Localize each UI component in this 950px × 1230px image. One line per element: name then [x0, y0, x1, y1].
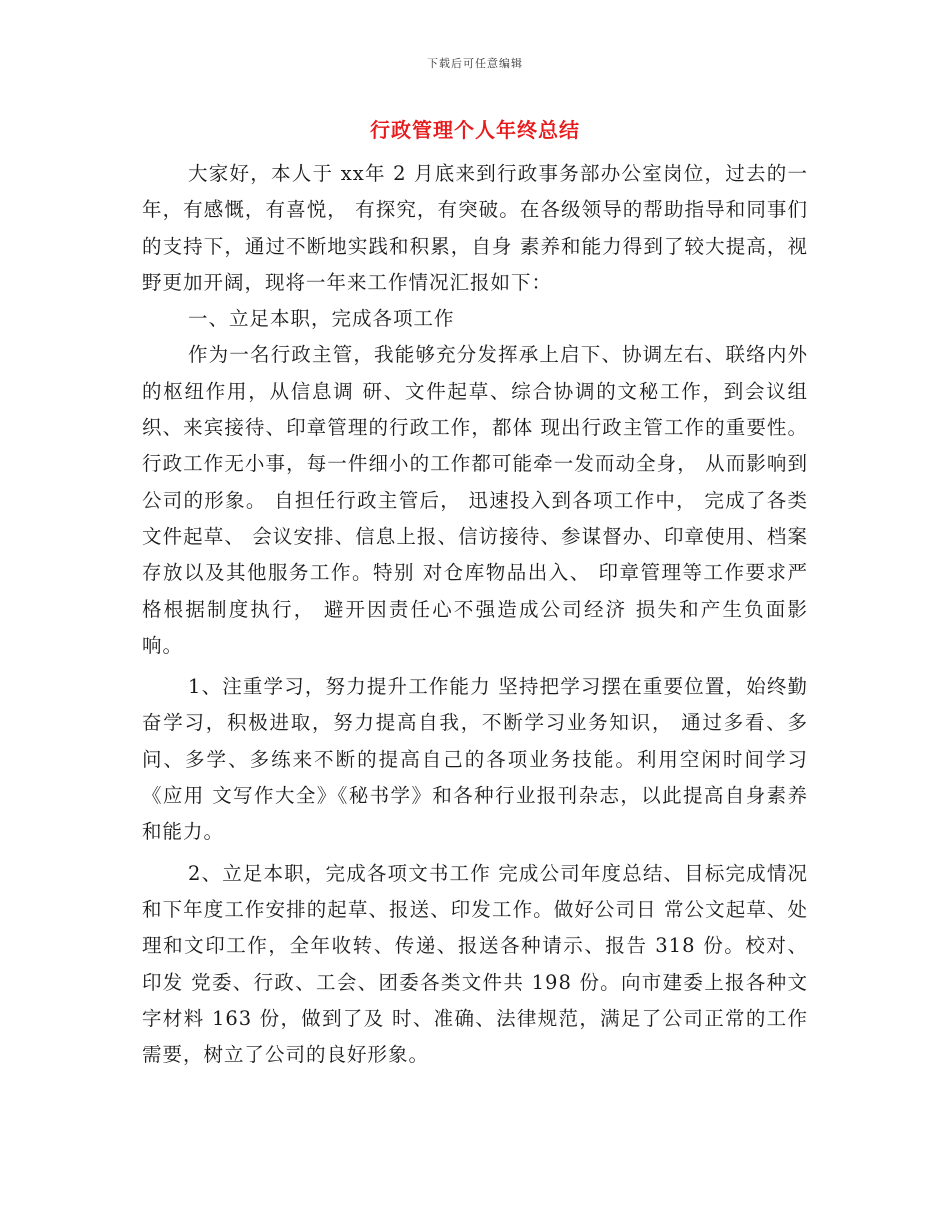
header-note: 下载后可任意编辑	[427, 57, 523, 70]
paragraph-section-1: 作为一名行政主管，我能够充分发挥承上启下、协调左右、联络内外的枢纽作用，从信息调 研、文件起草、综合协调的文秘工作，到会议组织、来宾接待、印章管理的行政工作，都体 现出行政主管工作的重要性。行政工作无小事，每一件细小的工作都可能牵一发而动全身， 从而影响到公司的形象。 自担任行政主管后， 迅速投入到各项工作中， 完成了各类文件起草、 会议安排、信息上报、信访接待、参谋督办、印章使用、档案存放以及其他服务工作。特别 对仓库物品出入、 印章管理等工作要求严格根据制度执行， 避开因责任心不强造成公司经济 损失和产生负面影响。	[142, 343, 808, 657]
paragraph-item-2: 2、立足本职，完成各项文书工作 完成公司年度总结、目标完成情况和下年度工作安排的起草、报送、印发工作。做好公司日 常公文起草、处理和文印工作，全年收转、传递、报送各种请示、报告 318 份。校对、印发 党委、行政、工会、团委各类文件共 198 份。向市建委上报各种文字材料 163 份，做到了及 时、准确、法律规范，满足了公司正常的工作需要，树立了公司的良好形象。	[142, 861, 808, 1067]
paragraph-item-1: 1、注重学习，努力提升工作能力 坚持把学习摆在重要位置，始终勤奋学习，积极进取，努力提高自我，不断学习业务知识， 通过多看、多问、多学、多练来不断的提高自己的各项业务技能。利用空闲时间学习《应用 文写作大全》《秘书学》和各种行业报刊杂志，以此提高自身素养和能力。	[142, 675, 808, 844]
document-title: 行政管理个人年终总结	[370, 118, 580, 142]
paragraph-intro: 大家好，本人于 xx年 2 月底来到行政事务部办公室岗位，过去的一年，有感慨，有喜悦， 有探究，有突破。在各级领导的帮助指导和同事们的支持下，通过不断地实践和积累，自身 素养和能力得到了较大提高，视野更加开阔，现将一年来工作情况汇报如下：	[142, 162, 808, 294]
document-body	[142, 156, 808, 1073]
section-heading-1: 一、立足本职，完成各项工作	[188, 307, 455, 331]
